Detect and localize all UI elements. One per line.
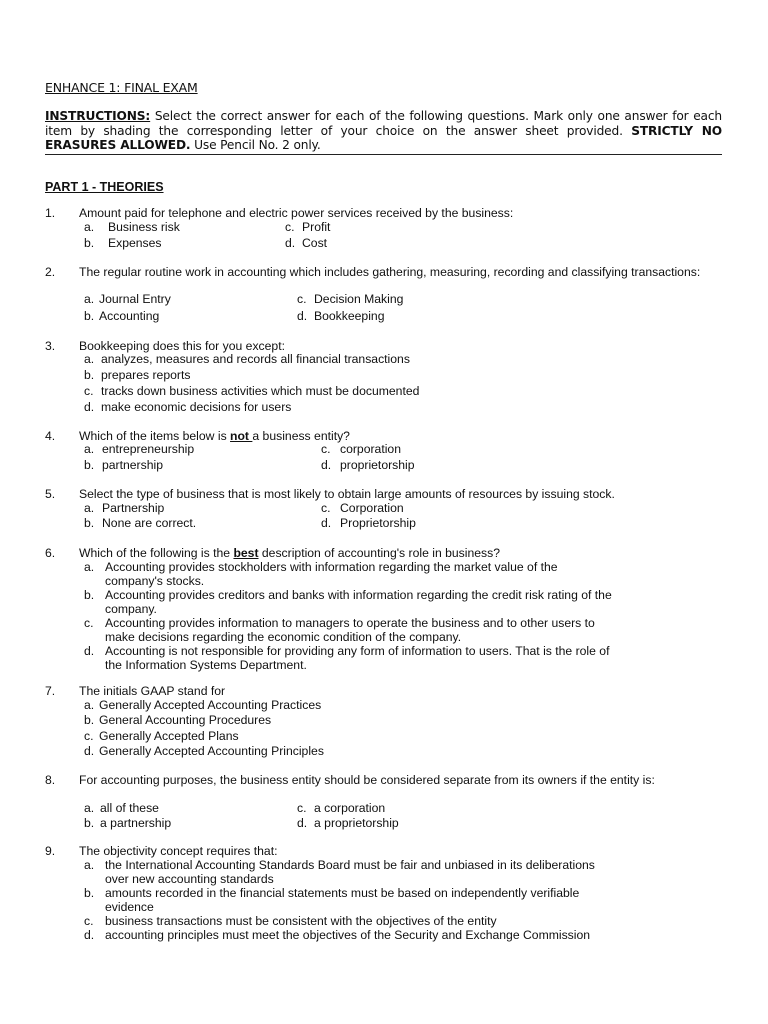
option-text: all of these <box>100 801 159 815</box>
option-text: proprietorship <box>340 458 415 472</box>
option-letter: c. <box>84 914 94 928</box>
option-text: Decision Making <box>314 292 404 306</box>
option-letter: c. <box>297 801 307 815</box>
option-text: accounting principles must meet the objectives of the Security and Exchange Commission <box>105 928 591 942</box>
option-text: Bookkeeping <box>314 309 385 323</box>
option-letter: c. <box>84 616 94 630</box>
option-letter: d. <box>84 400 95 414</box>
option-letter: d. <box>285 236 296 250</box>
option-text: General Accounting Procedures <box>99 713 272 727</box>
question-emphasis: not <box>230 429 253 443</box>
option-text: Accounting provides stockholders with information regarding the market value of the company's stocks. <box>105 560 558 588</box>
option-text: Accounting provides information to managers to operate the business and to other users to make decisions regarding the economic condition of the company. <box>105 616 595 644</box>
option-letter: d. <box>321 516 332 530</box>
option-letter: b. <box>84 713 95 727</box>
question-number: 4. <box>45 429 56 443</box>
option-text: a partnership <box>100 816 172 830</box>
question-text: Amount paid for telephone and electric power services received by the business: <box>79 206 514 220</box>
option-text: corporation <box>340 442 401 456</box>
option-letter: a. <box>84 801 95 815</box>
option-letter: d. <box>297 309 308 323</box>
question-emphasis: best <box>233 546 259 560</box>
option-letter: d. <box>84 644 95 658</box>
option-text: prepares reports <box>101 368 191 382</box>
option-text: Corporation <box>340 501 404 515</box>
option-text: Journal Entry <box>99 292 171 306</box>
option-letter: a. <box>84 442 95 456</box>
option-letter: a. <box>84 698 95 712</box>
instructions-label: INSTRUCTIONS: <box>45 109 151 123</box>
question-text-part: Which of the following is the <box>79 546 234 560</box>
option-text: Generally Accepted Accounting Practices <box>99 698 322 712</box>
question-text-part: a business entity? <box>252 429 350 443</box>
question-number: 7. <box>45 684 56 698</box>
question-number: 2. <box>45 265 56 279</box>
option-text: Profit <box>302 220 331 234</box>
option-letter: b. <box>84 368 95 382</box>
option-letter: c. <box>285 220 295 234</box>
option-letter: c. <box>297 292 307 306</box>
option-letter: a. <box>84 352 95 366</box>
option-text: Expenses <box>108 236 162 250</box>
question-text: The regular routine work in accounting which includes gathering, measuring, recording and classifying transactions: <box>79 265 701 279</box>
question-number: 8. <box>45 773 56 787</box>
part-title: PART 1 - THEORIES <box>45 180 164 194</box>
option-letter: b. <box>84 309 95 323</box>
question-text <box>79 547 719 561</box>
option-letter: b. <box>84 516 95 530</box>
option-letter: a. <box>84 560 95 574</box>
option-letter: a. <box>84 501 95 515</box>
question-number: 6. <box>45 546 56 560</box>
option-letter: d. <box>297 816 308 830</box>
option-letter: a. <box>84 220 95 234</box>
question-text: Select the type of business that is most likely to obtain large amounts of resources by issuing stock. <box>79 487 615 501</box>
option-letter: d. <box>84 744 95 758</box>
option-letter: b. <box>84 816 95 830</box>
option-letter: a. <box>84 858 95 872</box>
question-number: 9. <box>45 844 56 858</box>
option-text: Business risk <box>108 220 180 234</box>
option-letter: b. <box>84 886 95 900</box>
option-text: analyzes, measures and records all financial transactions <box>101 352 410 366</box>
option-text: business transactions must be consistent with the objectives of the entity <box>105 914 497 928</box>
question-number: 5. <box>45 487 56 501</box>
question-text: For accounting purposes, the business entity should be considered separate from its owners if the entity is: <box>79 773 655 787</box>
option-text: Cost <box>302 236 328 250</box>
instructions-text: Select the correct answer for each of the following questions. Mark only one answer for each item by shading the corresponding letter of your choice on the answer sheet provided. <box>45 109 722 138</box>
question-number: 1. <box>45 206 56 220</box>
option-text: partnership <box>102 458 163 472</box>
option-letter: d. <box>84 928 95 942</box>
question-text: The initials GAAP stand for <box>79 684 226 698</box>
option-text: Generally Accepted Plans <box>99 729 239 743</box>
instructions-warning: STRICTLY NO ERASURES ALLOWED. <box>45 123 722 153</box>
option-text: amounts recorded in the financial statements must be based on independently verifiable evidence <box>105 886 580 914</box>
option-letter: c. <box>84 384 94 398</box>
option-letter: b. <box>84 236 95 250</box>
option-text: the International Accounting Standards Board must be fair and unbiased in its deliberations over new accounting standards <box>105 858 595 886</box>
option-text: None are correct. <box>102 516 197 530</box>
option-text: Generally Accepted Accounting Principles <box>99 744 324 758</box>
option-letter: a. <box>84 292 95 306</box>
option-text: a proprietorship <box>314 816 399 830</box>
option-letter: b. <box>84 588 95 602</box>
question-number: 3. <box>45 339 56 353</box>
option-letter: c. <box>321 442 331 456</box>
option-text: Accounting <box>99 309 160 323</box>
option-text: a corporation <box>314 801 386 815</box>
option-text: Proprietorship <box>340 516 416 530</box>
option-letter: b. <box>84 458 95 472</box>
instructions-tail: Use Pencil No. 2 only. <box>190 138 321 153</box>
option-letter: c. <box>84 729 94 743</box>
option-text: tracks down business activities which must be documented <box>101 384 420 398</box>
option-text: entrepreneurship <box>102 442 195 456</box>
header-divider <box>45 154 722 155</box>
exam-title: ENHANCE 1: FINAL EXAM <box>45 80 198 95</box>
option-letter: c. <box>321 501 331 515</box>
option-text: Accounting provides creditors and banks with information regarding the credit risk rating of the company. <box>105 588 612 616</box>
option-text: Partnership <box>102 501 165 515</box>
option-text: make economic decisions for users <box>101 400 292 414</box>
question-text: Bookkeeping does this for you except: <box>79 339 285 353</box>
question-text: The objectivity concept requires that: <box>79 844 278 858</box>
instructions <box>45 109 722 153</box>
option-text: Accounting is not responsible for providing any form of information to users. That is the role of the Information Systems Department. <box>105 644 610 672</box>
question-text-part: Which of the items below is <box>79 429 231 443</box>
option-letter: d. <box>321 458 332 472</box>
question-text-part: description of accounting's role in business? <box>258 546 500 560</box>
